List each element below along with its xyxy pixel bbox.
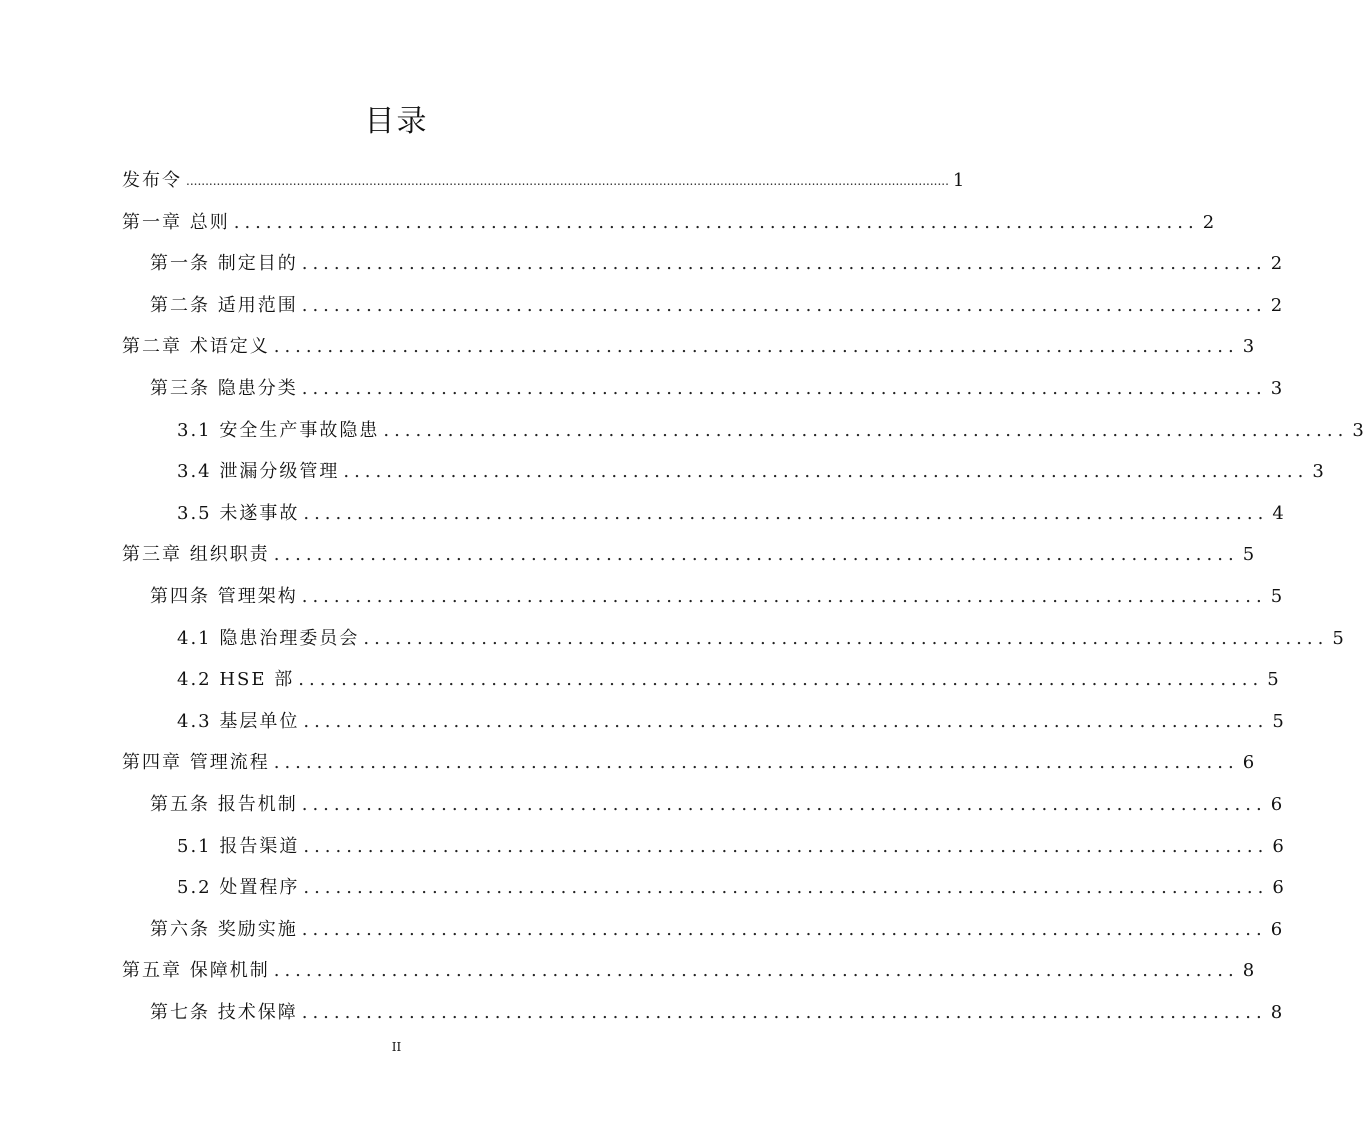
toc-entry-page: 4 bbox=[1272, 502, 1284, 524]
toc-entry-label: 第二章 术语定义 bbox=[122, 336, 270, 358]
toc-entry-label: 3.4 泄漏分级管理 bbox=[177, 461, 340, 483]
toc-dot-leader: .......................................................................................... bbox=[303, 877, 1269, 899]
toc-entry-page: 3 bbox=[1352, 419, 1364, 441]
toc-entry[interactable] bbox=[177, 708, 1284, 736]
toc-entry-label: 第二条 适用范围 bbox=[150, 294, 298, 316]
toc-dot-leader: .......................................................................................... bbox=[301, 1002, 1267, 1023]
toc-dot-leader: .......................................................................................... bbox=[273, 752, 1239, 774]
toc-dot-leader: .......................................................................................... bbox=[301, 918, 1267, 940]
toc-entry-page: 5 bbox=[1332, 627, 1344, 649]
toc-entry-label: 发布令 bbox=[122, 170, 182, 191]
toc-entry[interactable] bbox=[150, 791, 1283, 819]
toc-entry-page: 6 bbox=[1270, 918, 1283, 940]
toc-entry[interactable] bbox=[150, 375, 1283, 403]
toc-dot-leader: .......................................................................................... bbox=[273, 336, 1239, 358]
toc-dot-leader: .......................................................................................... bbox=[303, 710, 1269, 732]
toc-entry-page: 6 bbox=[1270, 794, 1283, 815]
toc-entry[interactable] bbox=[177, 874, 1284, 902]
toc-entry-label: 4.3 基层单位 bbox=[177, 710, 300, 732]
toc-entry[interactable] bbox=[150, 292, 1283, 320]
toc-entry-label: 4.2 HSE 部 bbox=[177, 669, 295, 691]
toc-entry-label: 5.2 处置程序 bbox=[177, 877, 300, 899]
page-number: II bbox=[391, 1040, 402, 1054]
toc-entry-page: 2 bbox=[1270, 253, 1283, 275]
toc-entry-page: 3 bbox=[1270, 378, 1283, 399]
toc-dot-leader: .......................................................................................... bbox=[298, 669, 1264, 691]
page-title: 目录 bbox=[364, 104, 429, 139]
toc-entry-page: 5 bbox=[1242, 544, 1255, 566]
toc-entry-label: 3.5 未遂事故 bbox=[177, 502, 300, 524]
toc-entry[interactable] bbox=[177, 417, 1364, 445]
toc-entry[interactable] bbox=[150, 583, 1283, 611]
toc-entry-page: 5 bbox=[1267, 669, 1279, 691]
toc-entry-label: 第四章 管理流程 bbox=[122, 752, 270, 774]
toc-dot-leader: .......................................................................................... bbox=[383, 419, 1349, 441]
toc-entry-page: 2 bbox=[1202, 211, 1215, 233]
toc-entry[interactable] bbox=[122, 167, 965, 195]
toc-dot-leader: .......................................................................................... bbox=[301, 294, 1267, 316]
toc-entry-label: 第七条 技术保障 bbox=[150, 1002, 298, 1023]
toc-entry[interactable] bbox=[122, 749, 1255, 777]
toc-dot-leader: .......................................................................................... bbox=[301, 378, 1267, 399]
toc-entry[interactable] bbox=[177, 625, 1344, 653]
toc-entry[interactable] bbox=[150, 999, 1283, 1027]
toc-entry-label: 第五章 保障机制 bbox=[122, 960, 270, 982]
toc-entry[interactable] bbox=[150, 916, 1283, 944]
toc-entry-page: 6 bbox=[1242, 752, 1255, 774]
toc-entry-page: 6 bbox=[1272, 835, 1284, 857]
toc-entry-label: 5.1 报告渠道 bbox=[177, 835, 300, 857]
toc-entry-page: 6 bbox=[1272, 877, 1284, 899]
toc-entry[interactable] bbox=[122, 333, 1255, 361]
toc-dot-leader: .......................................................................................... bbox=[343, 461, 1309, 483]
toc-dot-leader: .......................................................................................... bbox=[303, 835, 1269, 857]
toc-entry-label: 第六条 奖励实施 bbox=[150, 918, 298, 940]
toc-entry[interactable] bbox=[122, 209, 1215, 237]
toc-entry-label: 第一章 总则 bbox=[122, 211, 230, 233]
toc-entry-page: 8 bbox=[1242, 960, 1255, 982]
toc-entry-label: 第一条 制定目的 bbox=[150, 253, 298, 275]
toc-entry-label: 第四条 管理架构 bbox=[150, 586, 298, 607]
toc-dot-leader: ........................................................................................................................................................................................................ bbox=[186, 174, 949, 188]
toc-dot-leader: .......................................................................................... bbox=[273, 960, 1239, 982]
toc-entry-page: 3 bbox=[1242, 336, 1255, 358]
toc-entry[interactable] bbox=[177, 458, 1324, 486]
toc-dot-leader: .......................................................................................... bbox=[301, 794, 1267, 815]
toc-entry[interactable] bbox=[150, 250, 1283, 278]
toc-entry-label: 第三条 隐患分类 bbox=[150, 378, 298, 399]
toc-entry-page: 5 bbox=[1270, 586, 1283, 607]
toc-dot-leader: .......................................................................................... bbox=[273, 544, 1239, 566]
toc-entry-page: 3 bbox=[1312, 461, 1324, 483]
toc-entry[interactable] bbox=[177, 500, 1284, 528]
toc-entry-label: 3.1 安全生产事故隐患 bbox=[177, 419, 380, 441]
toc-dot-leader: .......................................................................................... bbox=[233, 211, 1199, 233]
toc-dot-leader: .......................................................................................... bbox=[363, 627, 1329, 649]
toc-entry-page: 1 bbox=[952, 170, 965, 191]
toc-dot-leader: .......................................................................................... bbox=[301, 253, 1267, 275]
toc-entry[interactable] bbox=[122, 541, 1255, 569]
toc-entry[interactable] bbox=[177, 833, 1284, 861]
toc-entry-label: 第五条 报告机制 bbox=[150, 794, 298, 815]
toc-entry-page: 5 bbox=[1272, 710, 1284, 732]
toc-entry-label: 第三章 组织职责 bbox=[122, 544, 270, 566]
toc-entry[interactable] bbox=[177, 666, 1279, 694]
toc-entry[interactable] bbox=[122, 957, 1255, 985]
toc-dot-leader: .......................................................................................... bbox=[301, 586, 1267, 607]
toc-entry-page: 8 bbox=[1270, 1002, 1283, 1023]
toc-entry-page: 2 bbox=[1270, 294, 1283, 316]
toc-entry-label: 4.1 隐患治理委员会 bbox=[177, 627, 360, 649]
toc-dot-leader: .......................................................................................... bbox=[303, 502, 1269, 524]
